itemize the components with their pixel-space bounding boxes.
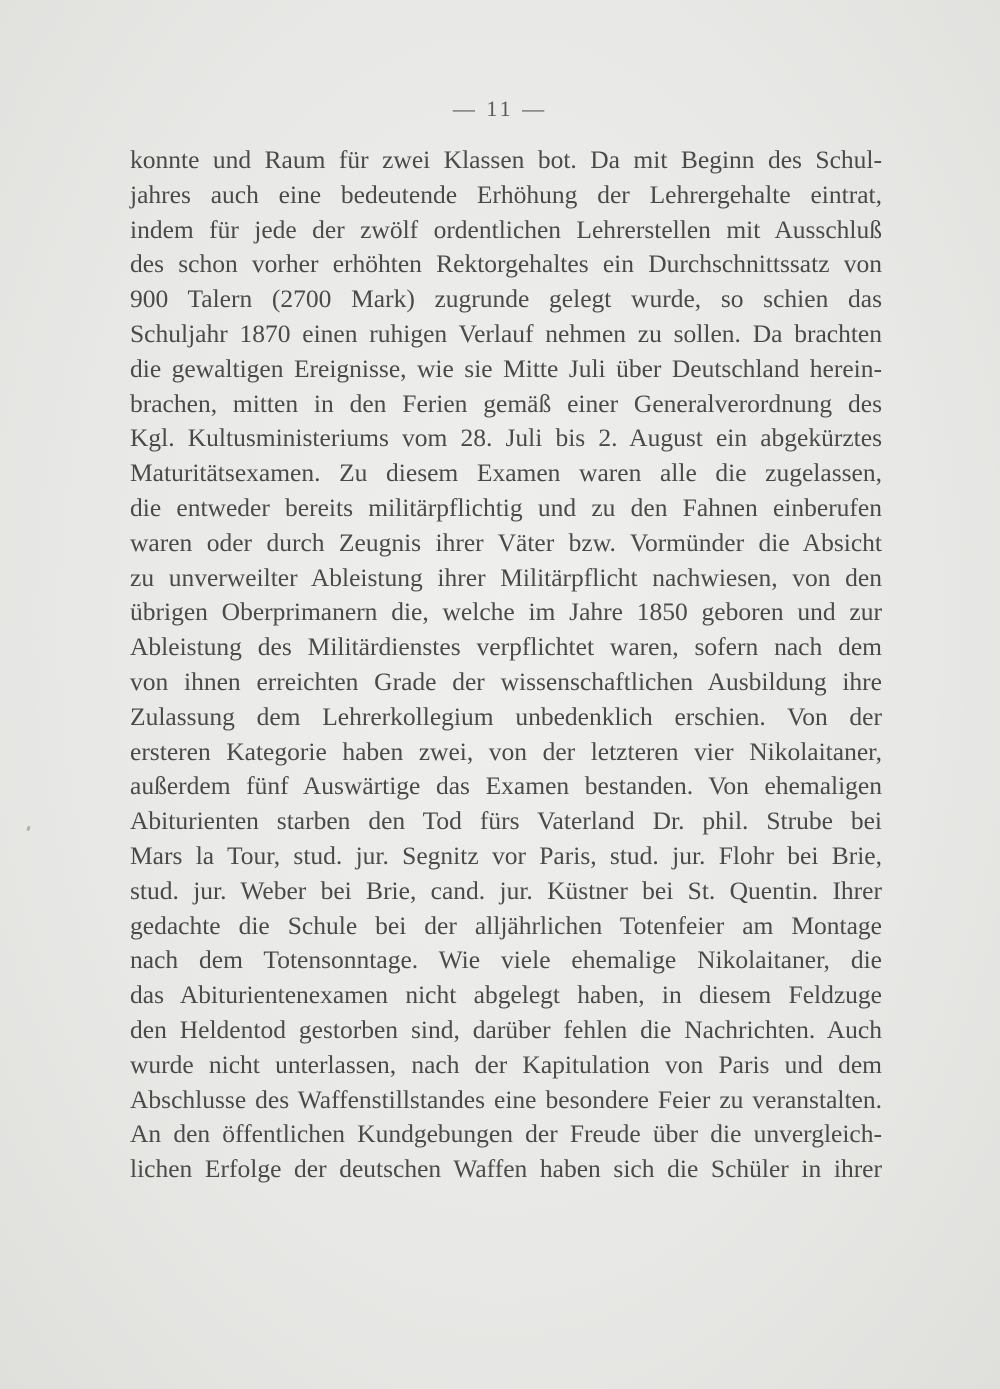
text-line: von ihnen erreichten Grade der wissenschaftlichen Ausbildung ihre <box>130 666 882 696</box>
text-line: das Abiturientenexamen nicht abgelegt haben, in diesem Feldzuge <box>130 980 882 1010</box>
text-line: waren oder durch Zeugnis ihrer Väter bzw. Vormünder die Absicht <box>130 527 882 557</box>
text-line: den Heldentod gestorben sind, darüber fehlen die Nachrichten. Auch <box>130 1014 882 1044</box>
text-line: nach dem Totensonntage. Wie viele ehemalige Nikolaitaner, die <box>130 945 882 975</box>
text-line: 900 Talern (2700 Mark) zugrunde gelegt wurde, so schien das <box>130 284 882 314</box>
text-line: konnte und Raum für zwei Klassen bot. Da mit Beginn des Schul- <box>130 145 882 174</box>
text-line: ersteren Kategorie haben zwei, von der letzteren vier Nikolaitaner, <box>130 736 882 766</box>
text-line: gedachte die Schule bei der alljährlichen Totenfeier am Montage <box>130 910 882 940</box>
text-line: die gewaltigen Ereignisse, wie sie Mitte Juli über Deutschland herein- <box>130 353 882 383</box>
text-line: lichen Erfolge der deutschen Waffen haben sich die Schüler in ihrer <box>130 1154 882 1184</box>
text-line: Maturitätsexamen. Zu diesem Examen waren alle die zugelassen, <box>130 458 882 488</box>
text-line: Zulassung dem Lehrerkollegium unbedenklich erschien. Von der <box>130 701 882 731</box>
text-line: Abschlusse des Waffenstillstandes eine besondere Feier zu veranstalten. <box>130 1084 882 1114</box>
text-line: An den öffentlichen Kundgebungen der Freude über die unvergleich- <box>130 1119 882 1149</box>
text-line: Ableistung des Militärdienstes verpflichtet waren, sofern nach dem <box>130 632 882 662</box>
text-line: außerdem fünf Auswärtige das Examen bestanden. Von ehemaligen <box>130 771 882 801</box>
text-line: zu unverweilter Ableistung ihrer Militärpflicht nachwiesen, von den <box>130 562 882 592</box>
paper-speck <box>26 826 31 832</box>
text-line: wurde nicht unterlassen, nach der Kapitulation von Paris und dem <box>130 1049 882 1079</box>
text-line: indem für jede der zwölf ordentlichen Lehrerstellen mit Ausschluß <box>130 214 882 244</box>
page-number: — 11 — <box>452 96 548 121</box>
text-line: des schon vorher erhöhten Rektorgehaltes ein Durchschnittssatz von <box>130 249 882 279</box>
text-line: stud. jur. Weber bei Brie, cand. jur. Küstner bei St. Quentin. Ihrer <box>130 875 882 905</box>
text-line: brachen, mitten in den Ferien gemäß einer Generalverordnung des <box>130 388 882 418</box>
text-line: Mars la Tour, stud. jur. Segnitz vor Paris, stud. jur. Flohr bei Brie, <box>130 840 882 870</box>
text-line: Abiturienten starben den Tod fürs Vaterland Dr. phil. Strube bei <box>130 806 882 836</box>
text-line: Kgl. Kultusministeriums vom 28. Juli bis 2. August ein abgekürztes <box>130 423 882 453</box>
text-line: jahres auch eine bedeutende Erhöhung der Lehrergehalte eintrat, <box>130 179 882 209</box>
text-line: Schuljahr 1870 einen ruhigen Verlauf nehmen zu sollen. Da brachten <box>130 318 882 348</box>
text-line: die entweder bereits militärpflichtig und zu den Fahnen einberufen <box>130 492 882 522</box>
text-line: übrigen Oberprimanern die, welche im Jahre 1850 geboren und zur <box>130 597 882 627</box>
body-text <box>130 143 882 1187</box>
